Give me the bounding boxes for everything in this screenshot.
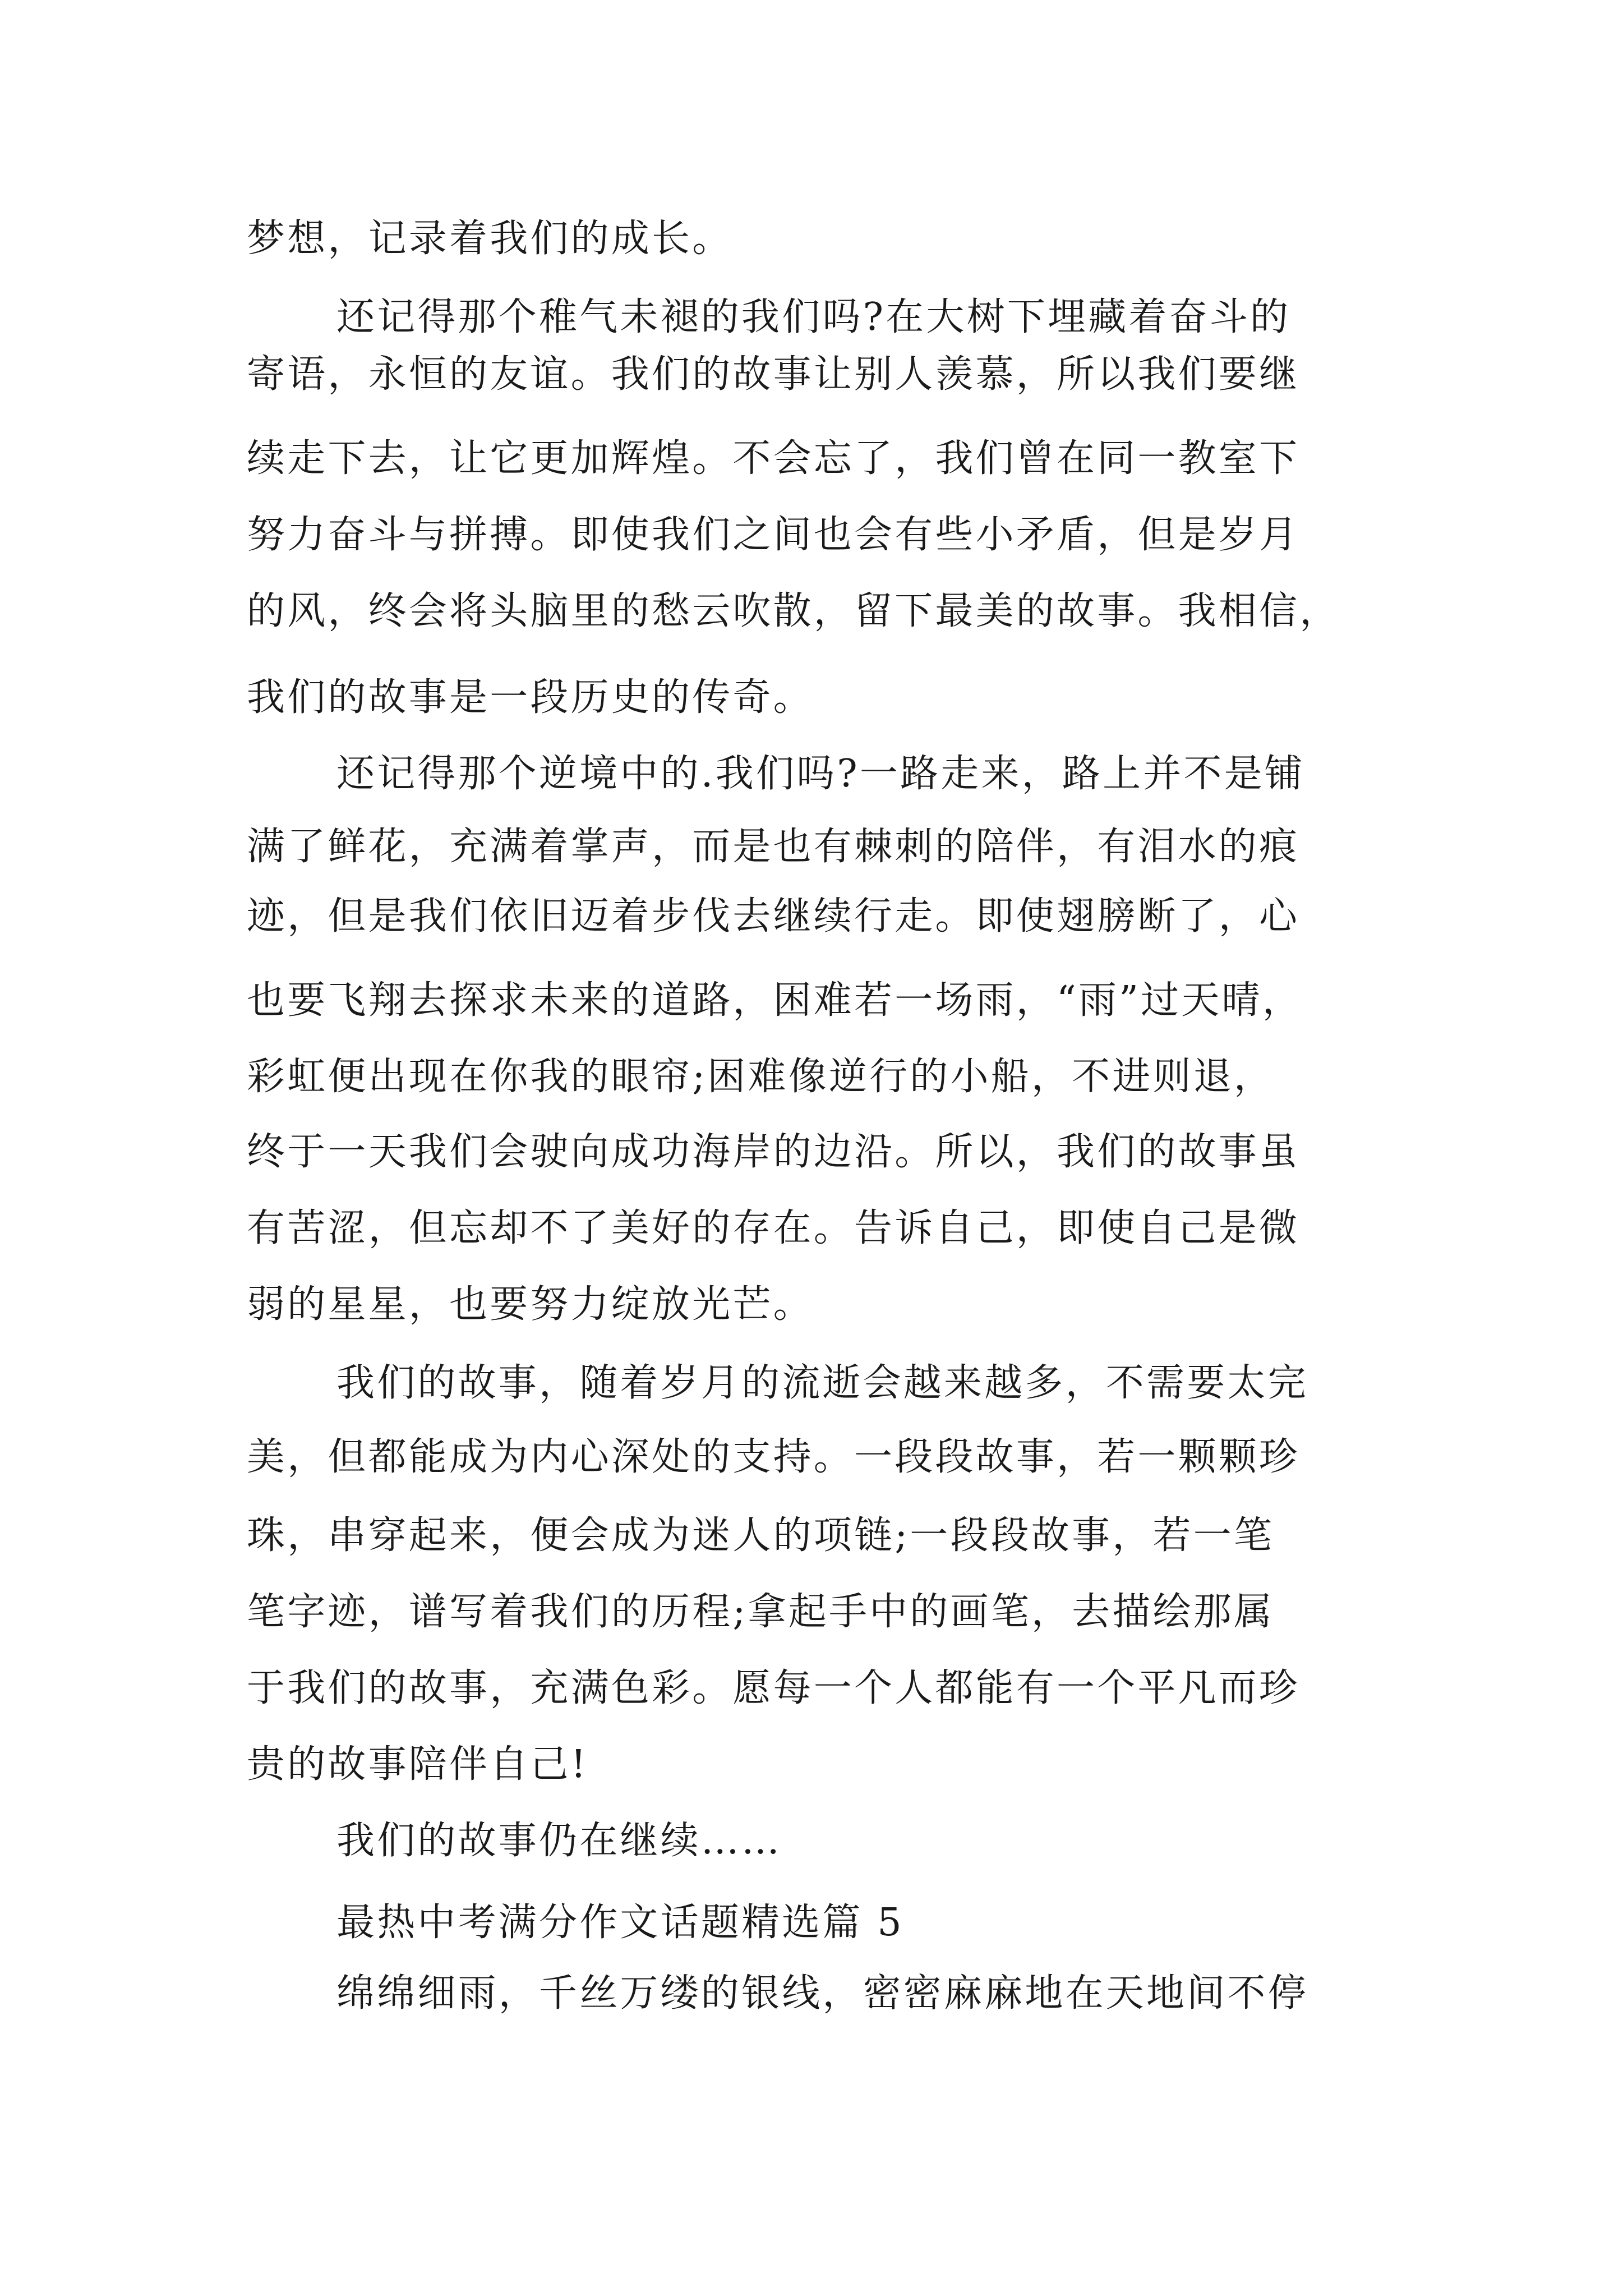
- paragraph-line: 弱的星星，也要努力绽放光芒。: [247, 1282, 814, 1327]
- paragraph-line: 满了鲜花，充满着掌声，而是也有棘刺的陪伴，有泪水的痕: [247, 825, 1300, 869]
- paragraph-line: 美，但都能成为内心深处的支持。一段段故事，若一颗颗珍: [247, 1435, 1300, 1479]
- paragraph-line: 我们的故事是一段历史的传奇。: [247, 675, 814, 720]
- paragraph-line: 我们的故事仍在继续……: [336, 1819, 782, 1863]
- paragraph-line: 珠，串穿起来，便会成为迷人的项链;一段段故事，若一笔: [247, 1513, 1275, 1558]
- paragraph-line: 还记得那个逆境中的.我们吗?一路走来，路上并不是铺: [336, 752, 1306, 796]
- section-heading: 最热中考满分作文话题精选篇 5: [336, 1901, 904, 1945]
- paragraph-line: 的风，终会将头脑里的愁云吹散，留下最美的故事。我相信，: [247, 589, 1340, 633]
- paragraph-line: 贵的故事陪伴自己!: [247, 1742, 589, 1787]
- paragraph-line: 我们的故事，随着岁月的流逝会越来越多，不需要太完: [336, 1361, 1308, 1405]
- paragraph-line: 梦想，记录着我们的成长。: [247, 217, 733, 261]
- paragraph-line: 也要飞翔去探求未来的道路，困难若一场雨，“雨”过天晴，: [247, 978, 1303, 1023]
- paragraph-line: 于我们的故事，充满色彩。愿每一个人都能有一个平凡而珍: [247, 1666, 1300, 1710]
- paragraph-line: 绵绵细雨，千丝万缕的银线，密密麻麻地在天地间不停: [336, 1971, 1308, 2016]
- paragraph-line: 寄语，永恒的友谊。我们的故事让别人羡慕，所以我们要继: [247, 352, 1300, 397]
- paragraph-line: 续走下去，让它更加辉煌。不会忘了，我们曾在同一教室下: [247, 436, 1300, 481]
- paragraph-line: 终于一天我们会驶向成功海岸的边沿。所以，我们的故事虽: [247, 1130, 1300, 1174]
- paragraph-line: 努力奋斗与拼搏。即使我们之间也会有些小矛盾，但是岁月: [247, 513, 1300, 557]
- paragraph-line: 迹，但是我们依旧迈着步伐去继续行走。即使翅膀断了，心: [247, 894, 1300, 938]
- paragraph-line: 有苦涩，但忘却不了美好的存在。告诉自己，即使自己是微: [247, 1206, 1300, 1250]
- paragraph-line: 笔字迹，谱写着我们的历程;拿起手中的画笔，去描绘那属: [247, 1590, 1275, 1634]
- paragraph-line: 彩虹便出现在你我的眼帘;困难像逆行的小船，不进则退，: [247, 1055, 1275, 1099]
- paragraph-line: 还记得那个稚气未褪的我们吗?在大树下埋藏着奋斗的: [336, 295, 1291, 339]
